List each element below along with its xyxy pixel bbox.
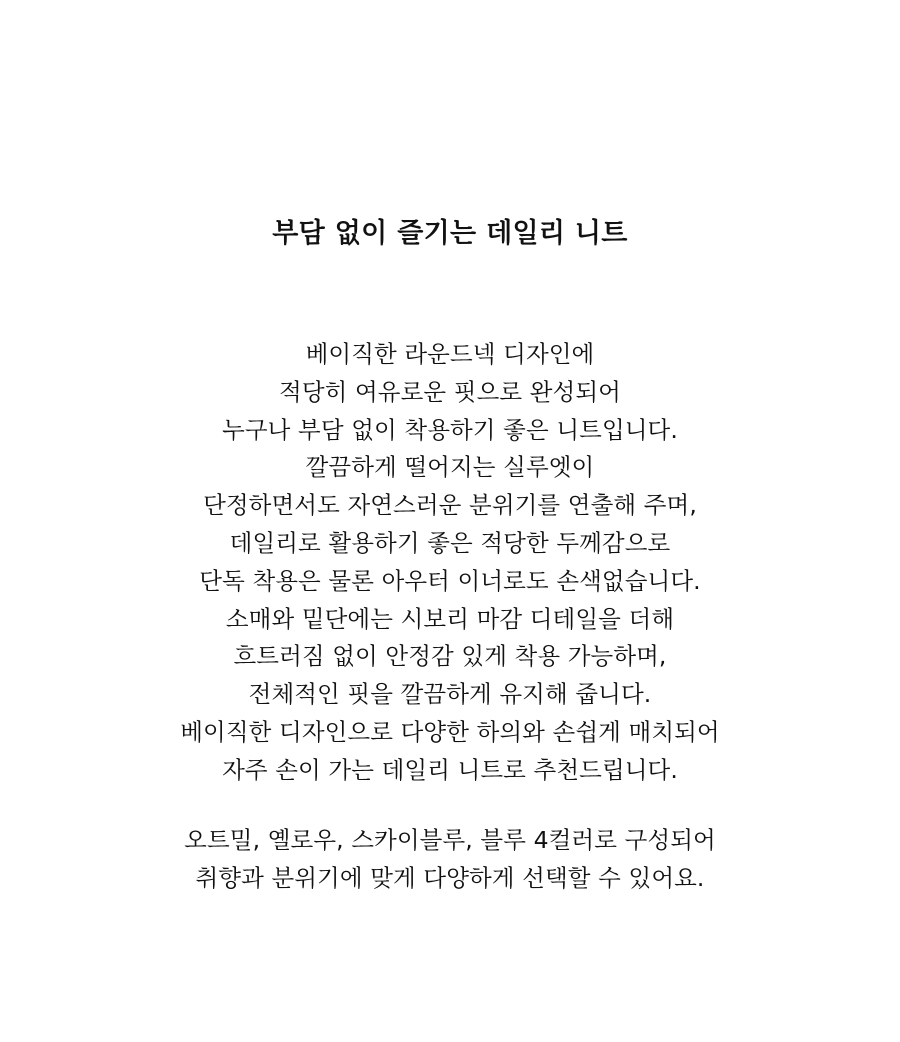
- description-line: 누구나 부담 없이 착용하기 좋은 니트입니다.: [222, 415, 678, 444]
- color-options-line: 오트밀, 옐로우, 스카이블루, 블루 4컬러로 구성되어: [184, 826, 716, 854]
- description-line: 깔끔하게 떨어지는 실루엣이: [305, 453, 595, 482]
- description-line: 단독 착용은 물론 아우터 이너로도 손색없습니다.: [199, 566, 701, 595]
- description-line: 단정하면서도 자연스러운 분위기를 연출해 주며,: [203, 491, 697, 520]
- color-options-block: [0, 822, 900, 898]
- description-line: 베이직한 디자인으로 다양한 하의와 손쉽게 매치되어: [180, 717, 720, 746]
- description-line: 자주 손이 가는 데일리 니트로 추천드립니다.: [222, 755, 678, 784]
- description-line: 흐트러짐 없이 안정감 있게 착용 가능하며,: [233, 642, 667, 671]
- page-heading: 부담 없이 즐기는 데일리 니트: [272, 218, 628, 249]
- color-options-line: 취향과 분위기에 맞게 다양하게 선택할 수 있어요.: [195, 863, 705, 892]
- description-block: [0, 336, 900, 790]
- description-line: 데일리로 활용하기 좋은 적당한 두께감으로: [229, 528, 671, 557]
- description-line: 소매와 밑단에는 시보리 마감 디테일을 더해: [225, 604, 675, 633]
- description-line: 전체적인 핏을 깔끔하게 유지해 줍니다.: [248, 680, 652, 709]
- description-line: 적당히 여유로운 핏으로 완성되어: [279, 377, 621, 406]
- description-line: 베이직한 라운드넥 디자인에: [305, 340, 595, 368]
